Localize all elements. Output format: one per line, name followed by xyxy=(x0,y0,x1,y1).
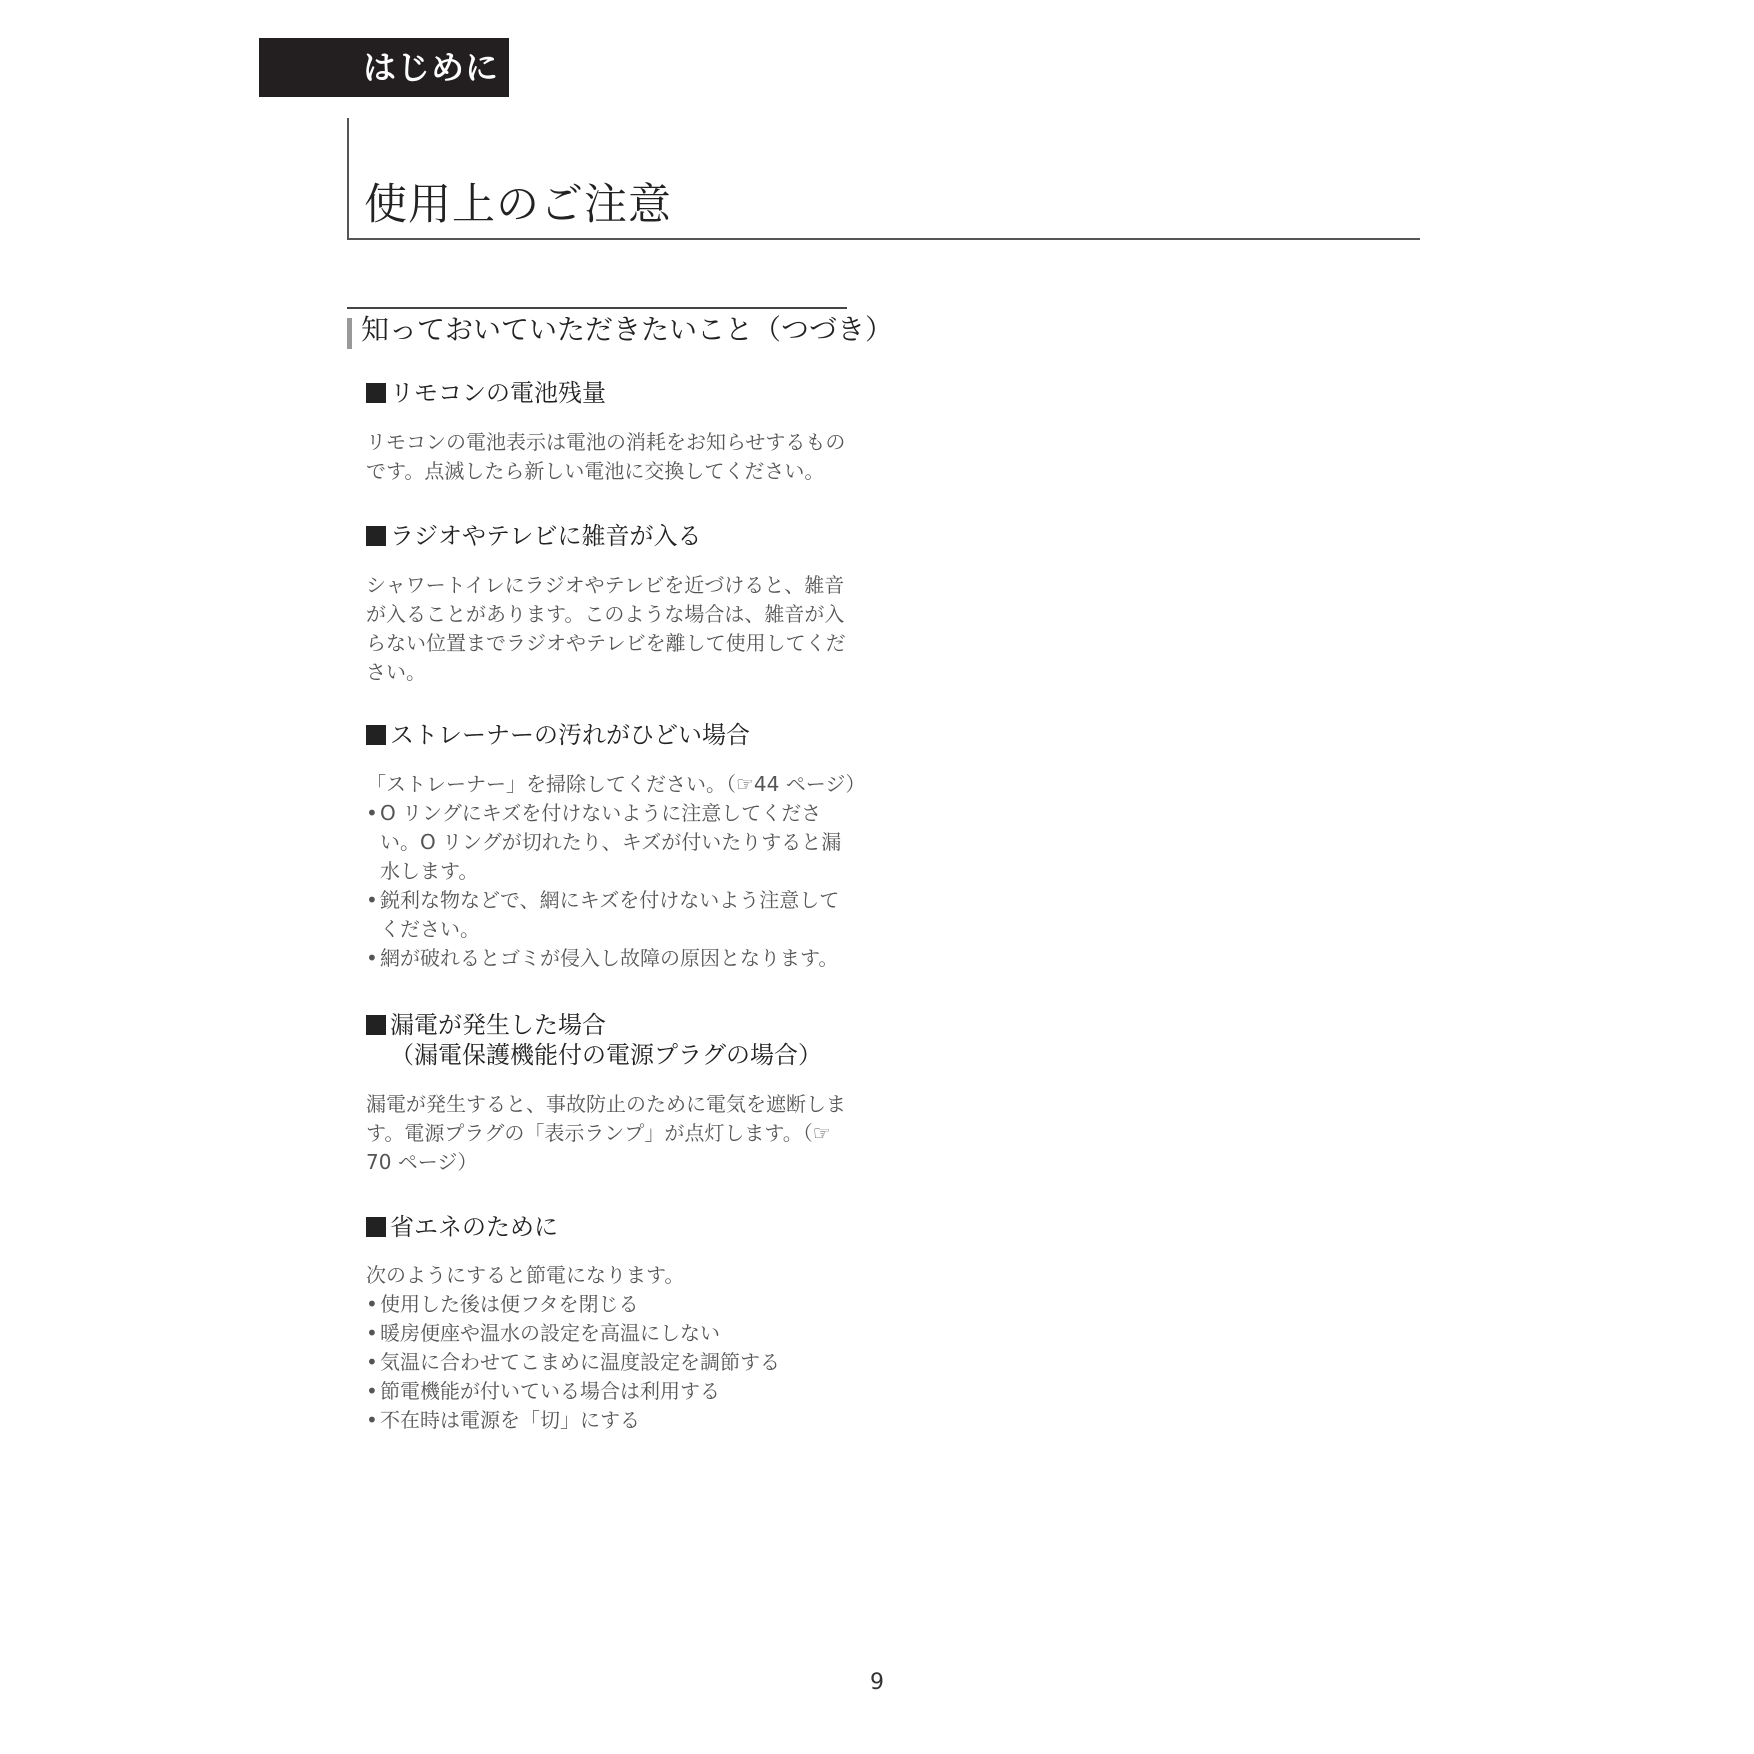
page-number: 9 xyxy=(870,1670,884,1695)
energy-bullet-list xyxy=(366,1290,856,1435)
list-item: • 暖房便座や温水の設定を高温にしない xyxy=(366,1319,856,1348)
section-title: 知っておいていただきたいこと（つづき） xyxy=(361,313,894,346)
square-bullet-icon xyxy=(366,1015,386,1035)
section-top-rule xyxy=(347,307,847,309)
item-text-strainer: 「ストレーナー」を掃除してください。（☞44 ページ） • O リングにキズを付けないように注意してください。O リングが切れたり、キズが付いたりすると漏水します。 • 鋭利な物などで、網にキズを付けないよう注意してください。 • 網が破れるとゴミが侵入し故障の原因となります。 xyxy=(366,770,856,973)
list-item: • O リングにキズを付けないように注意してください。O リングが切れたり、キズが付いたりすると漏水します。 xyxy=(366,799,856,886)
list-item: • 不在時は電源を「切」にする xyxy=(366,1406,856,1435)
item-heading-energy-saving: 省エネのために xyxy=(366,1212,886,1242)
list-item: • 気温に合わせてこまめに温度設定を調節する xyxy=(366,1348,856,1377)
title-vertical-rule xyxy=(347,118,349,240)
item-heading-leakage: 漏電が発生した場合 （漏電保護機能付の電源プラグの場合） xyxy=(366,1010,886,1070)
item-text-noise: シャワートイレにラジオやテレビを近づけると、雑音が入ることがあります。このような場合は、雑音が入らない位置までラジオやテレビを離して使用してください。 xyxy=(366,573,846,684)
page-title: 使用上のご注意 xyxy=(364,180,672,230)
square-bullet-icon xyxy=(366,1217,386,1237)
square-bullet-icon xyxy=(366,526,386,546)
square-bullet-icon xyxy=(366,383,386,403)
chapter-tab: はじめに xyxy=(259,38,509,97)
strainer-bullet-list xyxy=(366,799,856,973)
list-item: • 使用した後は便フタを閉じる xyxy=(366,1290,856,1319)
item-text-energy-saving: 次のようにすると節電になります。 • 使用した後は便フタを閉じる • 暖房便座や温水の設定を高温にしない • 気温に合わせてこまめに温度設定を調節する • 節電機能が付いている場合は利用する • 不在時は電源を「切」にする xyxy=(366,1261,856,1435)
list-item: • 網が破れるとゴミが侵入し故障の原因となります。 xyxy=(366,944,856,973)
item-heading-noise: ラジオやテレビに雑音が入る xyxy=(366,521,886,551)
list-item: • 鋭利な物などで、網にキズを付けないよう注意してください。 xyxy=(366,886,856,944)
item-heading-strainer: ストレーナーの汚れがひどい場合 xyxy=(366,720,886,750)
item-text-leakage: 漏電が発生すると、事故防止のために電気を遮断します。電源プラグの「表示ランプ」が点灯します。（☞70 ページ） xyxy=(366,1092,846,1174)
item-heading-leakage-line2: （漏電保護機能付の電源プラグの場合） xyxy=(390,1041,822,1069)
section-marker-bar xyxy=(347,318,352,349)
square-bullet-icon xyxy=(366,725,386,745)
item-heading-battery: リモコンの電池残量 xyxy=(366,378,886,408)
item-text-battery: リモコンの電池表示は電池の消耗をお知らせするものです。点滅したら新しい電池に交換してください。 xyxy=(366,430,846,483)
title-horizontal-rule xyxy=(347,238,1420,240)
list-item: • 節電機能が付いている場合は利用する xyxy=(366,1377,856,1406)
